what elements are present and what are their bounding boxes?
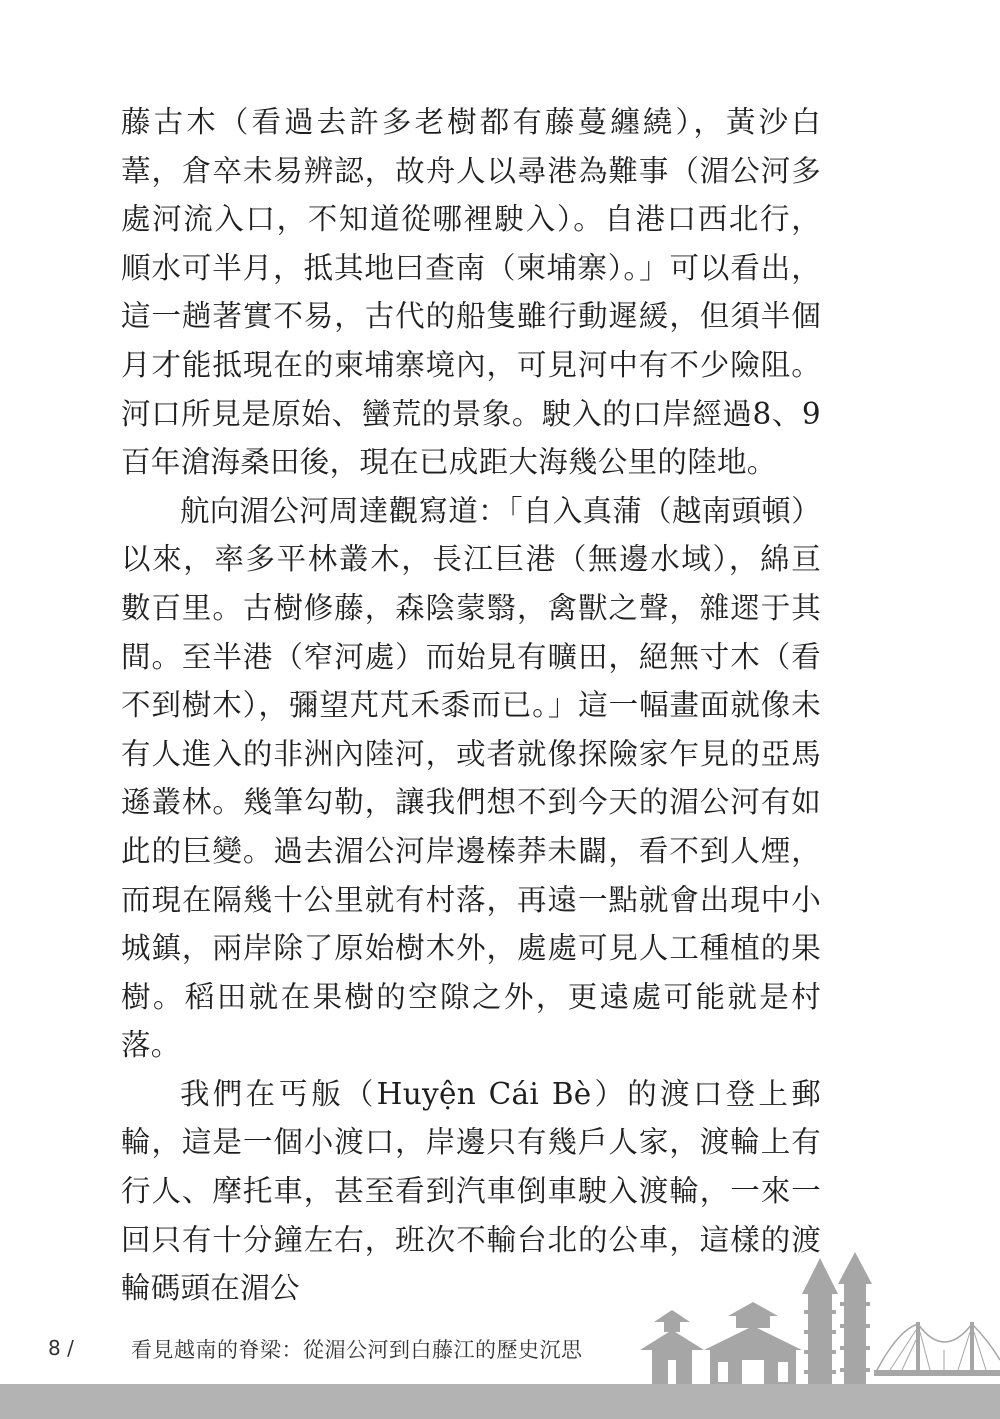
footer-bar — [0, 1384, 1000, 1419]
vietnam-skyline-icon — [630, 1250, 1000, 1390]
page-number: 8 / — [48, 1336, 74, 1360]
paragraph-3: 我們在丐舨（Huyện Cái Bè）的渡口登上郵輪，這是一個小渡口，岸邊只有幾戶人家，渡輪上有行人、摩托車，甚至看到汽車倒車駛入渡輪，一來一回只有十分鐘左右，班次不輸台北的公車，這樣的渡輪碼頭在湄公 — [121, 1076, 821, 1306]
running-title: 看見越南的脊梁：從湄公河到白藤江的歷史沉思 — [131, 1338, 583, 1362]
paragraph-2: 航向湄公河周達觀寫道：「自入真蒲（越南頭頓）以來，率多平林叢木，長江巨港（無邊水域），綿亘數百里。古樹修藤，森陰蒙翳，禽獸之聲，雜遝于其間。至半港（窄河處）而始見有曠田，絕無寸木（看不到樹木），彌望芃芃禾黍而已。」這一幅畫面就像未有人進入的非洲內陸河，或者就像探險家乍見的亞馬遜叢林。幾筆勾勒，讓我們想不到今天的湄公河有如此的巨變。過去湄公河岸邊榛莽未闢，看不到人煙，而現在隔幾十公里就有村落，再遠一點就會出現中小城鎮，兩岸除了原始樹木外，處處可見人工種植的果樹。稻田就在果樹的空隙之外，更遠處可能就是村落。 — [121, 493, 821, 1063]
paragraph-1: 藤古木（看過去許多老樹都有藤蔓纏繞），黃沙白葦，倉卒未易辨認，故舟人以尋港為難事（湄公河多處河流入口，不知道從哪裡駛入）。自港口西北行，順水可半月，抵其地曰查南（柬埔寨）。」可以看出，這一趟著實不易，古代的船隻雖行動遲緩，但須半個月才能抵現在的柬埔寨境內，可見河中有不少險阻。河口所見是原始、蠻荒的景象。駛入的口岸經過8、9百年滄海桑田後，現在已成距大海幾公里的陸地。 — [121, 105, 821, 480]
page-body — [121, 98, 821, 1313]
